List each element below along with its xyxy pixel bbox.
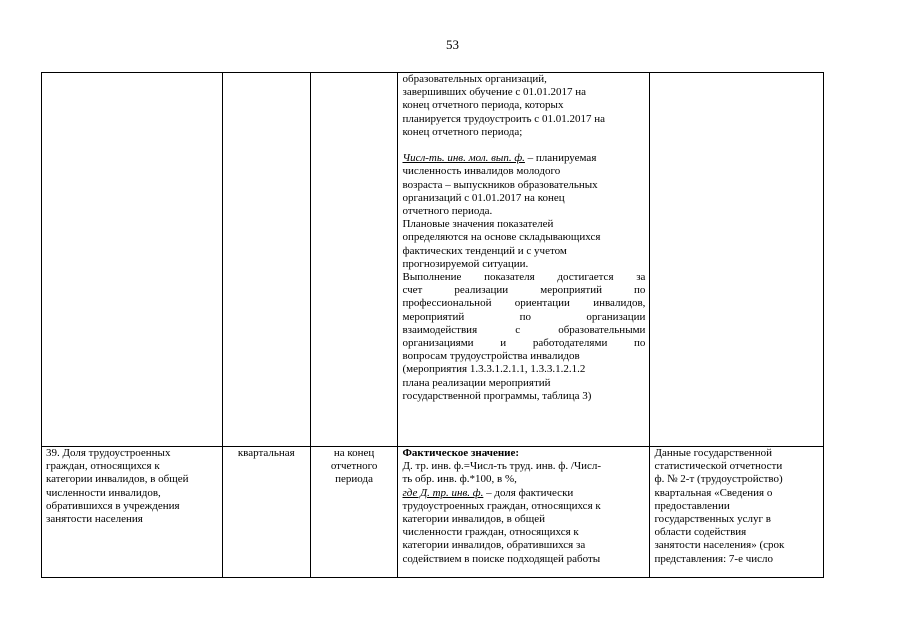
- page-number: 53: [446, 37, 459, 52]
- where-line: [402, 487, 645, 500]
- term-line: организаций с 01.01.2017 на конец: [402, 191, 565, 204]
- periodicity-cell: [222, 73, 310, 447]
- description-line: конец отчетного периода, которых: [402, 99, 564, 112]
- where-label: где Д. тр. инв. ф.: [402, 486, 484, 499]
- where-line: категории инвалидов, обратившихся за: [402, 539, 586, 552]
- period-cell: [310, 447, 398, 578]
- where-line: численности граждан, относящихся к: [402, 526, 579, 539]
- plan-line: Плановые значения показателей: [402, 218, 554, 231]
- term-line: численность инвалидов молодого: [402, 165, 561, 178]
- source-line: статистической отчетности: [654, 460, 783, 473]
- source-line: ф. № 2-т (трудоустройство): [654, 473, 783, 486]
- execution-line: взаимодействия с образовательными: [402, 323, 646, 336]
- source-cell: [650, 73, 824, 447]
- source-line: занятости населения» (срок: [654, 539, 785, 552]
- source-cell: [650, 447, 824, 578]
- source-line: Данные государственной: [654, 447, 773, 459]
- term-label: Числ-ть. инв. мол. вып. ф.: [402, 152, 525, 165]
- period-cell: [310, 73, 398, 447]
- execution-line: организациями и работодателями по: [402, 337, 646, 350]
- indicator-line: обратившихся в учреждения: [46, 499, 180, 512]
- execution-line: профессиональной ориентации инвалидов,: [402, 297, 646, 310]
- where-line: содействием в поиске подходящей работы: [402, 552, 601, 565]
- indicator-cell: [42, 73, 223, 447]
- method-cell: [398, 73, 650, 447]
- period-line: на конец: [333, 447, 375, 459]
- indicator-table: [41, 72, 824, 578]
- indicator-line: граждан, относящихся к: [46, 460, 160, 473]
- period-line: отчетного: [330, 460, 378, 473]
- table-row: [42, 447, 824, 578]
- plan-line: определяются на основе складывающихся: [402, 231, 601, 244]
- source-line: области содействия: [654, 526, 747, 539]
- execution-line: вопросам трудоустройства инвалидов: [402, 350, 580, 363]
- execution-line: мероприятий по организации: [402, 310, 646, 323]
- indicator-line: занятости населения: [46, 513, 143, 526]
- periodicity-cell: [222, 447, 310, 578]
- where-line: трудоустроенных граждан, относящихся к: [402, 499, 601, 512]
- source-line: квартальная «Сведения о: [654, 486, 773, 499]
- where-definition: – доля фактически: [483, 486, 574, 499]
- source-line: предоставлении: [654, 499, 730, 512]
- where-line: категории инвалидов, в общей: [402, 513, 545, 526]
- indicator-line: 39. Доля трудоустроенных: [46, 447, 171, 459]
- source-line: представления: 7-е число: [654, 552, 774, 565]
- indicator-line: численности инвалидов,: [46, 486, 161, 499]
- actual-heading: Фактическое значение:: [402, 447, 520, 459]
- plan-line: фактических тенденций и с учетом: [402, 244, 567, 257]
- description-line: завершивших обучение с 01.01.2017 на: [402, 86, 587, 99]
- term-line: [402, 152, 645, 165]
- method-cell: [398, 447, 650, 578]
- description-line: конец отчетного периода;: [402, 125, 523, 138]
- indicator-line: категории инвалидов, в общей: [46, 473, 189, 486]
- source-line: государственных услуг в: [654, 513, 771, 526]
- blank-line: [402, 139, 645, 152]
- execution-line: счет реализации мероприятий по: [402, 284, 646, 297]
- plan-line: прогнозируемой ситуации.: [402, 257, 529, 270]
- execution-line: государственной программы, таблица 3): [402, 389, 592, 402]
- table-row: [42, 73, 824, 447]
- description-line: планируется трудоустроить с 01.01.2017 на: [402, 112, 605, 125]
- term-line: отчетного периода.: [402, 205, 493, 218]
- execution-line: Выполнение показателя достигается за: [402, 271, 646, 284]
- description-line: образовательных организаций,: [402, 73, 547, 85]
- period-line: периода: [335, 473, 373, 486]
- indicator-cell: [42, 447, 223, 578]
- formula-line: Д. тр. инв. ф.=Числ-ть труд. инв. ф. /Числ-: [402, 460, 602, 473]
- formula-line: ть обр. инв. ф.*100, в %,: [402, 473, 517, 486]
- execution-line: (мероприятия 1.3.3.1.2.1.1, 1.3.3.1.2.1.2: [402, 363, 586, 376]
- periodicity-value: квартальная: [237, 447, 295, 459]
- term-line: возраста – выпускников образовательных: [402, 178, 598, 191]
- execution-line: плана реализации мероприятий: [402, 376, 551, 389]
- term-definition: – планируемая: [524, 152, 597, 165]
